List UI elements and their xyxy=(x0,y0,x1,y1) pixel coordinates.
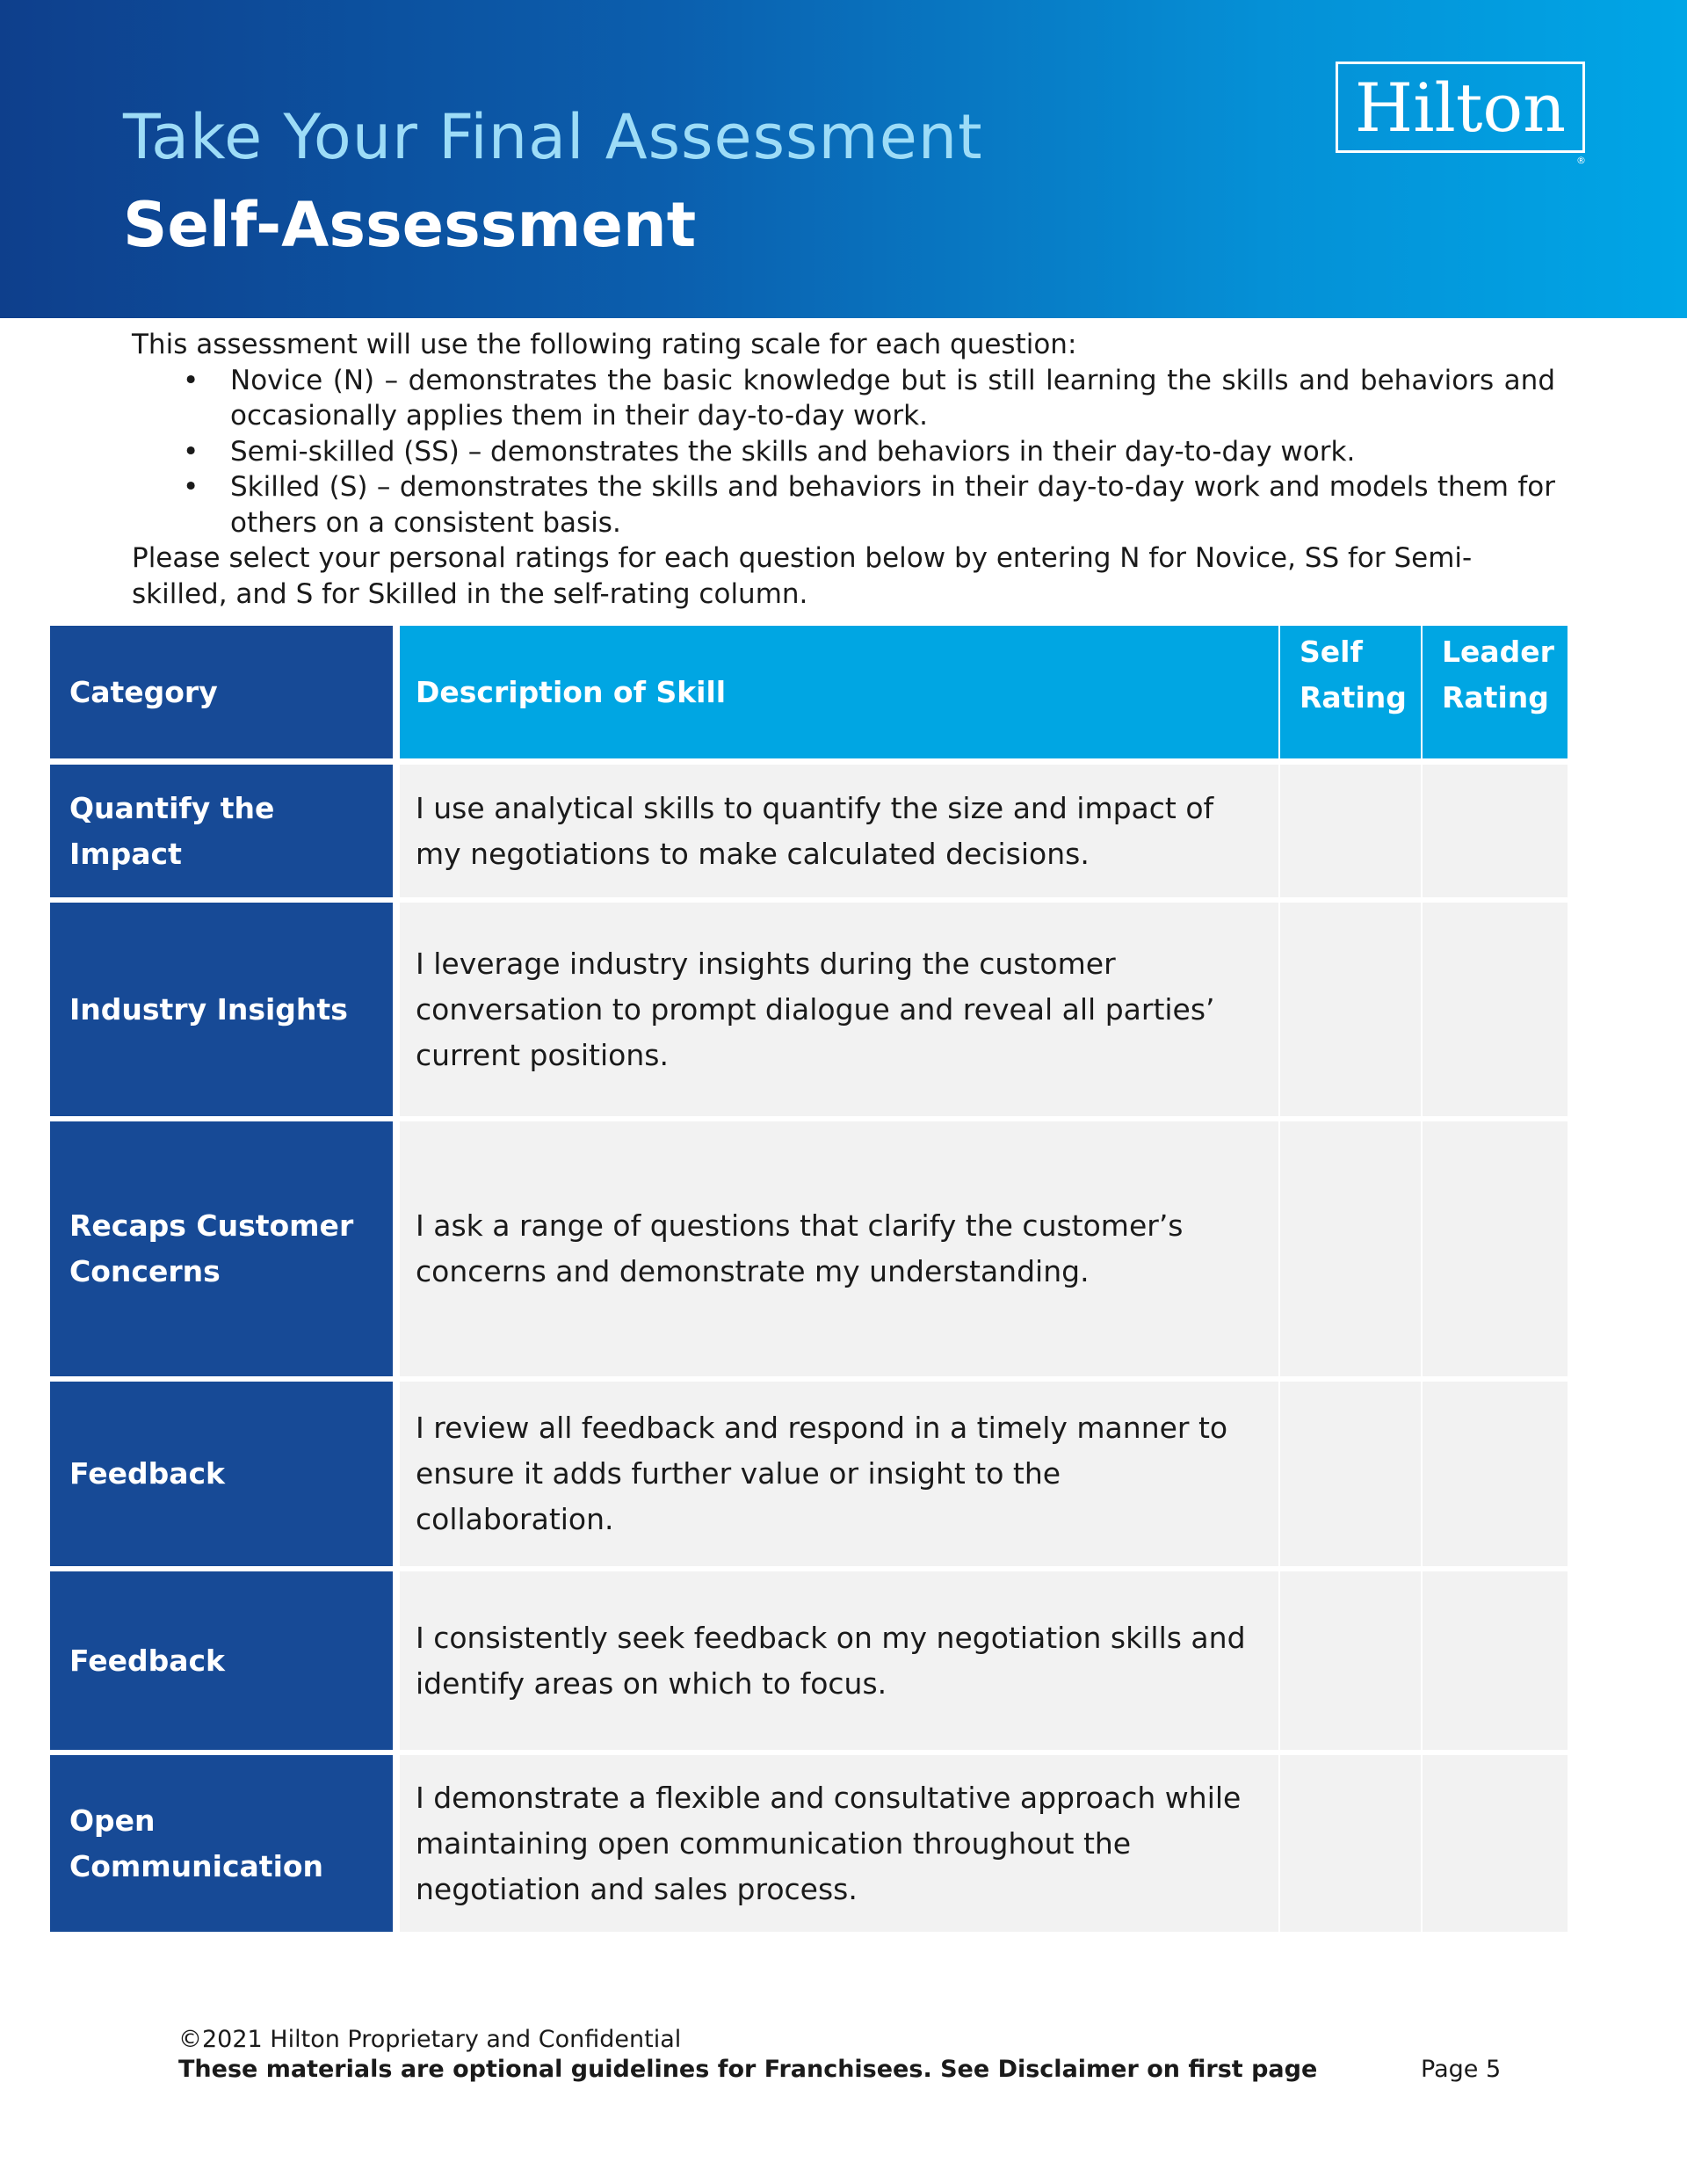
footer-disclaimer-note: These materials are optional guidelines for Franchisees. See Disclaimer on first page xyxy=(178,2056,1318,2083)
row-category: Feedback xyxy=(50,1382,393,1566)
rating-scale-list xyxy=(132,363,1555,541)
header-leader-rating xyxy=(1423,626,1568,758)
intro-instructions: Please select your personal ratings for each question below by entering N for Novice, SS for Semi-skilled, and S for Skilled in the self-rating column. xyxy=(132,542,1473,610)
row-category: Industry Insights xyxy=(50,903,393,1116)
leader-rating-input[interactable] xyxy=(1423,1121,1568,1376)
self-rating-input[interactable] xyxy=(1280,1121,1421,1376)
intro-lead: This assessment will use the following rating scale for each question: xyxy=(132,329,1077,360)
footer-copyright: ©2021 Hilton Proprietary and Confidential xyxy=(178,2026,682,2053)
bullet-icon: • xyxy=(183,435,199,468)
leader-rating-input[interactable] xyxy=(1423,1382,1568,1566)
scale-novice-text: Novice (N) – demonstrates the basic knowledge but is still learning the skills and behaviors and occasionally applies them in their day-to-day work. xyxy=(230,364,1555,432)
row-description: I consistently seek feedback on my negotiation skills and identify areas on which to focus. xyxy=(400,1571,1278,1750)
page-subtitle: Self-Assessment xyxy=(123,189,697,261)
header-self-line1: Self xyxy=(1300,635,1363,669)
rating-scale-intro xyxy=(132,327,1555,612)
page-number: Page 5 xyxy=(1421,2056,1502,2083)
leader-rating-input[interactable] xyxy=(1423,903,1568,1116)
row-description: I demonstrate a flexible and consultative approach while maintaining open communication throughout the negotiation and sales process. xyxy=(400,1755,1278,1932)
leader-rating-input[interactable] xyxy=(1423,765,1568,897)
header-leader-line2: Rating xyxy=(1442,680,1549,715)
header-leader-line1: Leader xyxy=(1442,635,1554,669)
row-category: Quantify the Impact xyxy=(50,765,393,897)
registered-mark: ® xyxy=(1576,155,1586,166)
row-category: Open Communication xyxy=(50,1755,393,1932)
self-rating-input[interactable] xyxy=(1280,1755,1421,1932)
bullet-icon: • xyxy=(183,364,199,396)
leader-rating-input[interactable] xyxy=(1423,1755,1568,1932)
header-self-line2: Rating xyxy=(1300,680,1407,715)
row-description: I review all feedback and respond in a timely manner to ensure it adds further value or insight to the collaboration. xyxy=(400,1382,1278,1566)
list-item xyxy=(132,469,1555,541)
page-title: Take Your Final Assessment xyxy=(123,101,983,173)
row-description: I use analytical skills to quantify the size and impact of my negotiations to make calculated decisions. xyxy=(400,765,1278,897)
self-rating-input[interactable] xyxy=(1280,1382,1421,1566)
row-description: I leverage industry insights during the customer conversation to prompt dialogue and reveal all parties’ current positions. xyxy=(400,903,1278,1116)
self-rating-input[interactable] xyxy=(1280,765,1421,897)
header-description: Description of Skill xyxy=(400,626,1278,758)
page-header-banner xyxy=(0,0,1687,318)
row-description: I ask a range of questions that clarify the customer’s concerns and demonstrate my understanding. xyxy=(400,1121,1278,1376)
leader-rating-input[interactable] xyxy=(1423,1571,1568,1750)
list-item xyxy=(132,434,1555,470)
header-self-rating xyxy=(1280,626,1421,758)
list-item xyxy=(132,363,1555,434)
assessment-table xyxy=(50,626,1568,1932)
scale-semi-skilled-text: Semi-skilled (SS) – demonstrates the skills and behaviors in their day-to-day work. xyxy=(230,435,1356,468)
self-rating-input[interactable] xyxy=(1280,1571,1421,1750)
hilton-logo: Hilton xyxy=(1336,62,1585,153)
self-rating-input[interactable] xyxy=(1280,903,1421,1116)
row-category: Recaps Customer Concerns xyxy=(50,1121,393,1376)
row-category: Feedback xyxy=(50,1571,393,1750)
header-category: Category xyxy=(50,626,393,758)
bullet-icon: • xyxy=(183,471,199,503)
scale-skilled-text: Skilled (S) – demonstrates the skills and behaviors in their day-to-day work and models them for others on a consistent basis. xyxy=(230,471,1555,539)
